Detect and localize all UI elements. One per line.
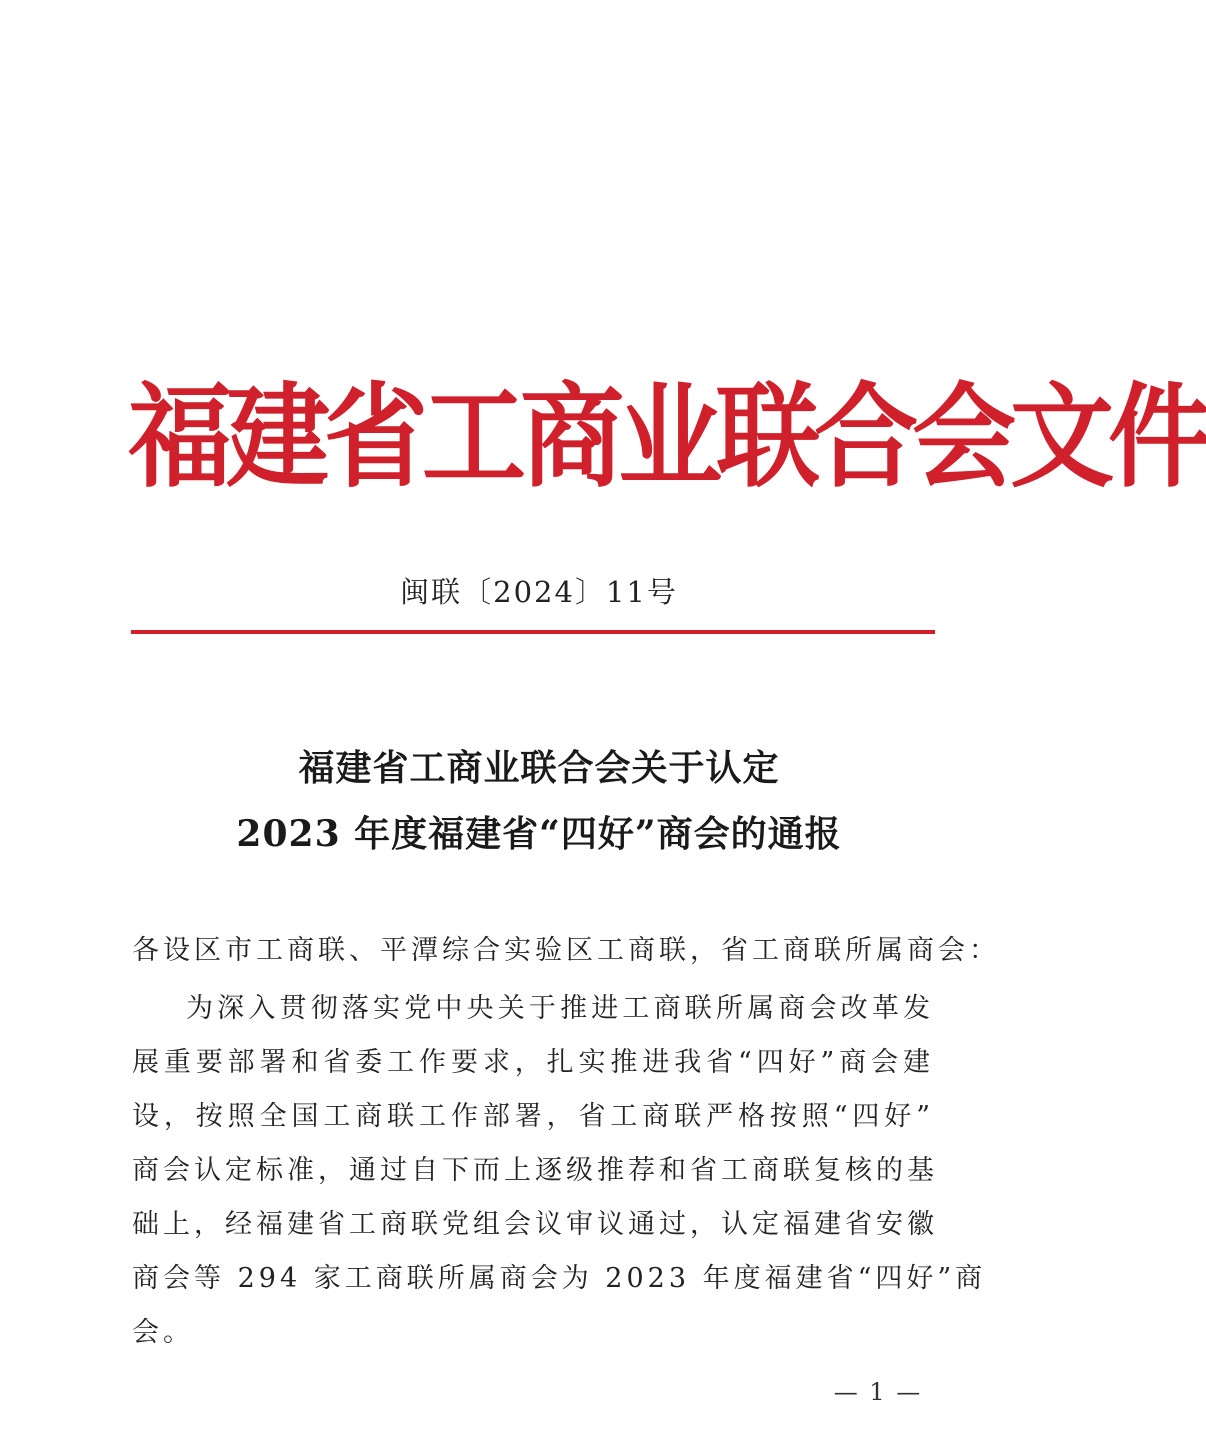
body-line: 为深入贯彻落实党中央关于推进工商联所属商会改革发	[186, 993, 934, 1024]
masthead-char: 业	[618, 370, 717, 503]
notice-title-line-1: 福建省工商业联合会关于认定	[298, 747, 780, 789]
masthead-char: 省	[324, 370, 423, 503]
body-line: 设，按照全国工商联工作部署，省工商联严格按照“四好”	[132, 1101, 934, 1132]
masthead-char: 商	[520, 370, 619, 503]
masthead-char: 工	[422, 370, 521, 503]
salutation: 各设区市工商联、平潭综合实验区工商联，省工商联所属商会：	[132, 935, 1000, 966]
red-divider-rule	[131, 630, 935, 634]
masthead-char: 福	[128, 370, 227, 503]
body-line: 展重要部署和省委工作要求，扎实推进我省“四好”商会建	[132, 1047, 934, 1078]
masthead-char: 件	[1108, 370, 1206, 503]
body-line: 商会认定标准，通过自下而上逐级推荐和省工商联复核的基	[132, 1155, 938, 1186]
document-number: 闽联〔2024〕11号	[400, 575, 678, 609]
masthead-char: 建	[226, 370, 325, 503]
body-line: 会。	[132, 1317, 194, 1348]
masthead-title	[128, 367, 1206, 507]
body-line: 商会等 294 家工商联所属商会为 2023 年度福建省“四好”商	[132, 1263, 987, 1294]
body-line: 础上，经福建省工商联党组会议审议通过，认定福建省安徽	[132, 1209, 938, 1240]
masthead-char: 文	[1010, 370, 1109, 503]
notice-title-line-2: 2023 年度福建省“四好”商会的通报	[236, 813, 842, 855]
masthead-char: 合	[814, 370, 913, 503]
masthead-char: 会	[912, 370, 1011, 503]
masthead-char: 联	[716, 370, 815, 503]
page-number: — 1 —	[833, 1378, 923, 1406]
